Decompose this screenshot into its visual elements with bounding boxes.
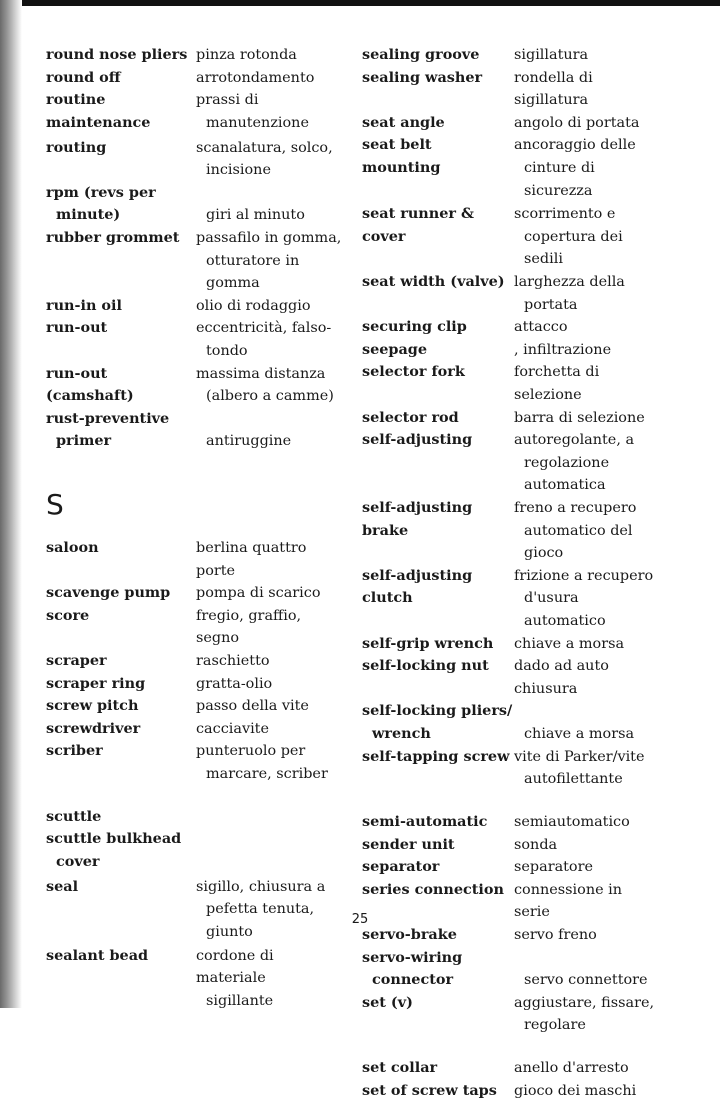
entry-term: scuttle bulkhead cover xyxy=(46,830,182,870)
entry-definition xyxy=(196,945,346,1013)
entry-definition xyxy=(514,339,662,362)
definition-line: passafilo in gomma, xyxy=(196,230,342,246)
definition-line: prassi di xyxy=(196,92,259,109)
dictionary-entry xyxy=(362,497,662,565)
definition-line: passo della vite xyxy=(196,698,309,715)
dictionary-entry xyxy=(46,806,346,829)
dictionary-entry xyxy=(46,828,346,873)
entry-definition xyxy=(514,992,662,1037)
entry-term: self-locking pliers/ wrench xyxy=(362,702,513,742)
entry-definition xyxy=(514,44,662,67)
definition-line xyxy=(196,408,346,431)
dictionary-entry xyxy=(362,811,662,834)
left-entries-r xyxy=(46,44,346,453)
entry-definition xyxy=(514,429,662,497)
left-entries-s xyxy=(46,537,346,1013)
entry-term: scuttle xyxy=(46,807,102,825)
definition-line: scanalatura, solco, xyxy=(196,139,333,156)
entry-definition xyxy=(196,317,346,362)
definition-line: autofilettante xyxy=(524,771,623,788)
definition-line: sonda xyxy=(514,836,558,853)
dictionary-entry xyxy=(46,408,346,453)
entry-term: round nose pliers xyxy=(46,46,188,63)
entry-definition xyxy=(514,655,662,700)
dictionary-entry xyxy=(46,718,346,741)
entry-definition xyxy=(514,856,662,879)
entry-definition xyxy=(196,695,346,718)
entry-definition xyxy=(196,806,346,829)
definition-line: tondo xyxy=(206,342,248,359)
dictionary-entry xyxy=(46,695,346,718)
dictionary-entry xyxy=(46,876,346,944)
entry-term: seat runner & cover xyxy=(362,205,474,245)
entry-term: seal xyxy=(46,877,79,895)
dictionary-entry xyxy=(362,203,662,271)
entry-term: rust-preventive primer xyxy=(46,409,170,450)
definition-line: servo freno xyxy=(514,927,597,944)
definition-line: arrotondamento xyxy=(196,69,315,86)
dictionary-entry xyxy=(362,947,662,992)
definition-line: pefetta tenuta, xyxy=(206,901,315,918)
entry-definition xyxy=(514,565,662,633)
entry-definition xyxy=(196,605,346,650)
entry-term: series connection xyxy=(362,880,504,898)
entry-definition xyxy=(514,361,662,406)
entry-term: set (v) xyxy=(362,993,413,1011)
definition-line: raschietto xyxy=(196,652,270,669)
definition-line: eccentricità, falso- xyxy=(196,320,332,337)
definition-line: incisione xyxy=(206,162,271,179)
dictionary-entry xyxy=(362,67,662,112)
entry-definition xyxy=(196,182,346,227)
dictionary-entry xyxy=(362,1057,662,1080)
entry-term: saloon xyxy=(46,538,99,556)
entry-term: sealing washer xyxy=(362,68,483,86)
dictionary-entry xyxy=(362,271,662,316)
entry-term: servo-brake xyxy=(362,926,457,944)
page-number: 25 xyxy=(351,912,369,927)
dictionary-entry xyxy=(46,537,346,582)
definition-line: aggiustare, fissare, xyxy=(514,994,655,1011)
dictionary-entry xyxy=(362,361,662,406)
definition-line: automatico del xyxy=(524,522,633,539)
entry-definition xyxy=(514,203,662,271)
definition-line xyxy=(514,947,662,970)
entry-term: scavenge pump xyxy=(46,584,171,602)
entry-definition xyxy=(196,408,346,453)
definition-line: otturatore in gomma xyxy=(206,252,300,292)
entry-definition xyxy=(196,295,346,318)
definition-line: massima distanza xyxy=(196,365,326,382)
definition-line: barra di selezione xyxy=(514,409,645,426)
definition-line: antiruggine xyxy=(206,433,292,450)
right-entries xyxy=(362,44,662,1103)
entry-term: score xyxy=(46,606,90,624)
definition-line: servo connettore xyxy=(524,972,648,989)
definition-line: manutenzione xyxy=(206,114,309,131)
entry-term: seat angle xyxy=(362,113,445,131)
definition-line: sigillatura xyxy=(514,47,589,63)
entry-definition xyxy=(514,271,662,316)
entry-term: routing xyxy=(46,138,107,156)
dictionary-entry xyxy=(46,67,346,90)
dictionary-entry xyxy=(362,746,662,791)
entry-definition xyxy=(196,740,346,785)
definition-line: cacciavite xyxy=(196,720,269,737)
definition-line: regolare xyxy=(524,1017,586,1034)
definition-line: cordone di materiale xyxy=(196,947,274,987)
entry-definition xyxy=(514,407,662,430)
entry-definition xyxy=(196,876,346,944)
dictionary-entry xyxy=(46,317,346,362)
definition-line: forchetta di selezione xyxy=(514,364,600,404)
definition-line: pompa di scarico xyxy=(196,585,321,602)
definition-line: scorrimento e xyxy=(514,206,616,223)
definition-line: frizione a recupero xyxy=(514,567,654,584)
dictionary-entry xyxy=(46,740,346,785)
definition-line: autoregolante, a xyxy=(514,432,635,449)
entry-term: securing clip xyxy=(362,318,467,336)
dictionary-entry xyxy=(362,339,662,362)
entry-term: run-out (camshaft) xyxy=(46,364,134,405)
dictionary-entry xyxy=(46,650,346,673)
definition-line: olio di rodaggio xyxy=(196,297,311,314)
entry-definition xyxy=(196,89,346,134)
definition-line: punteruolo per xyxy=(196,743,306,760)
entry-definition xyxy=(514,1057,662,1080)
entry-term: separator xyxy=(362,858,440,876)
definition-line: giri al minuto xyxy=(206,207,305,224)
entry-definition xyxy=(514,947,662,992)
entry-definition xyxy=(196,650,346,673)
entry-term: scriber xyxy=(46,742,103,760)
definition-line: portata xyxy=(524,296,578,313)
entry-definition xyxy=(514,746,662,791)
definition-line: semiautomatico xyxy=(514,814,630,831)
definition-line: larghezza della xyxy=(514,274,625,291)
right-column xyxy=(362,44,662,1103)
dictionary-entry xyxy=(46,673,346,696)
entry-definition xyxy=(196,582,346,605)
entry-term: self-adjusting brake xyxy=(362,499,473,539)
definition-line: copertura dei sedili xyxy=(524,228,623,268)
entry-term: seat width (valve) xyxy=(362,273,505,291)
entry-term: self-adjusting xyxy=(362,431,473,449)
entry-term: routine maintenance xyxy=(46,91,151,131)
dictionary-entry xyxy=(362,924,662,947)
definition-line: pinza rotonda xyxy=(196,47,297,63)
definition-line: ancoraggio delle xyxy=(514,137,636,154)
entry-definition xyxy=(514,316,662,339)
dictionary-entry xyxy=(362,655,662,700)
entry-definition xyxy=(196,718,346,741)
entry-term: servo-wiring connector xyxy=(362,948,463,989)
definition-line: giunto xyxy=(206,924,253,941)
top-edge xyxy=(0,0,720,6)
entry-definition xyxy=(196,137,346,182)
entry-definition xyxy=(514,811,662,834)
entry-term: screwdriver xyxy=(46,719,141,737)
definition-line: chiave a morsa xyxy=(524,725,635,742)
definition-line: , infiltrazione xyxy=(514,341,612,358)
dictionary-entry xyxy=(362,407,662,430)
entry-term: self-adjusting clutch xyxy=(362,566,473,607)
definition-line: attacco xyxy=(514,319,568,336)
entry-term: scraper xyxy=(46,651,107,669)
entry-definition xyxy=(514,924,662,947)
entry-definition xyxy=(514,134,662,202)
dictionary-entry xyxy=(46,44,346,67)
dictionary-entry xyxy=(46,182,346,227)
definition-line: angolo di portata xyxy=(514,114,640,131)
entry-term: selector fork xyxy=(362,363,465,381)
dictionary-entry xyxy=(362,112,662,135)
definition-line xyxy=(514,700,662,723)
entry-term: self-grip wrench xyxy=(362,634,494,652)
definition-line: fregio, graffio, segno xyxy=(196,607,302,647)
definition-line: separatore xyxy=(514,859,593,876)
definition-line: dado ad auto chiusura xyxy=(514,658,609,697)
dictionary-entry xyxy=(362,44,662,67)
entry-term: set of screw taps xyxy=(362,1081,497,1099)
dictionary-entry xyxy=(362,565,662,633)
entry-definition xyxy=(196,363,346,408)
entry-term: rubber grommet xyxy=(46,229,180,246)
dictionary-entry xyxy=(46,137,346,182)
entry-term: seepage xyxy=(362,340,428,358)
entry-term: self-tapping screw xyxy=(362,747,510,765)
definition-line: gioco dei maschi xyxy=(514,1082,637,1099)
definition-line: chiave a morsa xyxy=(514,635,625,652)
definition-line: gioco xyxy=(524,545,564,562)
entry-definition xyxy=(514,633,662,656)
definition-line xyxy=(196,182,346,205)
entry-term: sender unit xyxy=(362,835,455,853)
definition-line: (albero a camme) xyxy=(206,388,334,405)
dictionary-entry xyxy=(46,363,346,408)
dictionary-entry xyxy=(46,605,346,650)
dictionary-entry xyxy=(362,700,662,745)
dictionary-entry xyxy=(362,633,662,656)
section-letter: S xyxy=(46,487,64,521)
definition-line: connessione in serie xyxy=(514,881,623,921)
definition-line: automatica xyxy=(524,477,606,494)
entry-term: screw pitch xyxy=(46,697,139,715)
definition-line: sigillo, chiusura a xyxy=(196,878,326,895)
entry-definition xyxy=(514,1080,662,1103)
dictionary-entry xyxy=(362,134,662,202)
definition-line: regolazione xyxy=(524,454,610,471)
entry-term: scraper ring xyxy=(46,674,146,692)
entry-term: selector rod xyxy=(362,408,459,426)
entry-term: run-out xyxy=(46,319,108,337)
page-binding-shadow xyxy=(0,0,22,1008)
dictionary-entry xyxy=(362,429,662,497)
dictionary-entry xyxy=(362,856,662,879)
definition-line: sigillante xyxy=(206,992,274,1009)
dictionary-entry xyxy=(46,582,346,605)
entry-definition xyxy=(514,112,662,135)
entry-term: self-locking nut xyxy=(362,657,489,675)
entry-term: run-in oil xyxy=(46,296,122,314)
dictionary-entry xyxy=(46,295,346,318)
definition-line: berlina quattro porte xyxy=(196,539,307,579)
definition-line: cinture di sicurezza xyxy=(524,159,595,199)
entry-term: sealing groove xyxy=(362,46,480,63)
entry-term: rpm (revs per minute) xyxy=(46,183,156,224)
entry-term: seat belt mounting xyxy=(362,136,441,176)
dictionary-entry xyxy=(362,834,662,857)
dictionary-entry xyxy=(362,1080,662,1103)
definition-line: vite di Parker/vite xyxy=(514,748,645,765)
definition-line: gratta-olio xyxy=(196,675,273,692)
entry-definition xyxy=(514,497,662,565)
dictionary-entry xyxy=(362,316,662,339)
entry-definition xyxy=(196,44,346,67)
entry-definition xyxy=(196,828,346,873)
dictionary-entry xyxy=(362,992,662,1037)
entry-term: round off xyxy=(46,68,121,86)
entry-definition xyxy=(196,67,346,90)
left-column xyxy=(46,44,346,1013)
definition-line: anello d'arresto xyxy=(514,1060,629,1077)
entry-term: sealant bead xyxy=(46,946,149,964)
definition-line: d'usura automatico xyxy=(524,590,606,629)
definition-line: freno a recupero xyxy=(514,500,637,516)
definition-line: marcare, scriber xyxy=(206,765,328,782)
entry-term: semi-automatic xyxy=(362,813,488,831)
entry-term: set collar xyxy=(362,1059,438,1077)
dictionary-entry xyxy=(46,227,346,295)
entry-definition xyxy=(196,673,346,696)
entry-definition xyxy=(514,700,662,745)
dictionary-entry xyxy=(46,945,346,1013)
entry-definition xyxy=(196,227,346,295)
entry-definition xyxy=(196,537,346,582)
entry-definition xyxy=(514,67,662,112)
definition-line: rondella di sigillatura xyxy=(514,69,593,109)
entry-definition xyxy=(514,834,662,857)
dictionary-entry xyxy=(46,89,346,134)
